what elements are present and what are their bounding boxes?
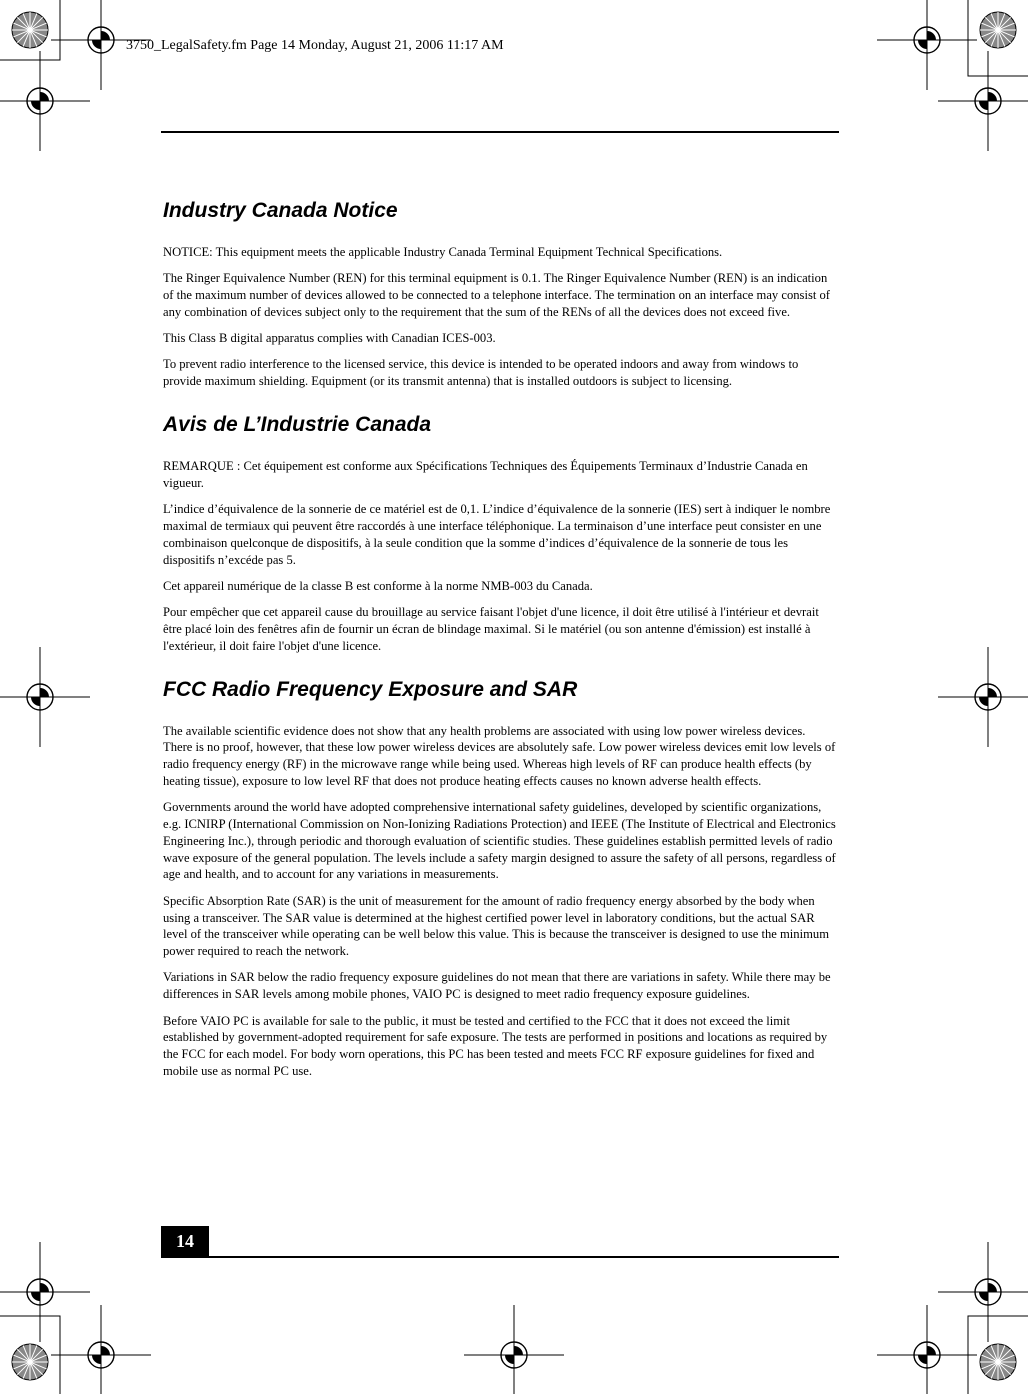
paragraph: Governments around the world have adopted comprehensive international safety guidelines, developed by scientific organizations, e.g. ICNIRP (International Commission on Non-Ionizing Radiations Protection) and IEEE (The Institute of Electrical and Electronics Engineering Inc.), through periodic and thorough evaluation of scientific studies. These guidelines establish permitted levels of radio wave exposure of the general population. The levels include a safety margin designed to assure the safety of all persons, regardless of age and health, and to account for any variations in measurements. — [163, 800, 836, 882]
header-rule — [161, 131, 839, 133]
star-target-icon — [980, 12, 1016, 48]
registration-mark-icon — [51, 1305, 151, 1394]
section-heading: Industry Canada Notice — [163, 199, 398, 222]
paragraph: L’indice d’équivalence de la sonnerie de ce matériel est de 0,1. L’indice d’équivalence de la sonnerie (IES) sert à indiquer le nombre maximal de termiaux qui peuvent être raccordés à une interface téléphonique. La terminaison d’une interface peut consister en une combinaison quelconque de dispositifs, à la seule condition que la somme d’indices d’équivalence de la sonnerie de tous les dispositifs n’excéde pas 5. — [163, 502, 831, 567]
paragraph: This Class B digital apparatus complies with Canadian ICES-003. — [163, 331, 496, 346]
paragraph: The Ringer Equivalence Number (REN) for this terminal equipment is 0.1. The Ringer Equivalence Number (REN) is an indication of the maximum number of devices allowed to be connected to a telephone interface. The termination on an interface may consist of any combination of devices subject only to the requirement that the sum of the RENs of all the devices does not exceed five. — [163, 271, 830, 319]
registration-mark-icon — [877, 1305, 977, 1394]
section-heading: FCC Radio Frequency Exposure and SAR — [163, 677, 578, 701]
paragraph: NOTICE: This equipment meets the applicable Industry Canada Terminal Equipment Technical Specifications. — [163, 245, 723, 259]
paragraph: The available scientific evidence does not show that any health problems are associated with using low power wireless devices. There is no proof, however, that these low power wireless devices are absolutely safe. Low power wireless devices emit low levels of radio frequency energy (RF) in the microwave range while being used. Whereas high levels of RF can produce health effects (by heating tissue), exposure to low level RF that does not produce heating effects causes no known adverse health effects. — [163, 723, 836, 788]
registration-mark-icon — [464, 1305, 564, 1394]
registration-mark-icon — [0, 51, 90, 151]
registration-mark-icon — [938, 51, 1028, 151]
page-content — [163, 198, 837, 1089]
paragraph: Specific Absorption Rate (SAR) is the unit of measurement for the amount of radio frequency energy absorbed by the body when using a transceiver. The SAR value is determined at the highest certified power level in laboratory conditions, but the actual SAR level of the transceiver while operating can be well below this value. This is because the transceiver is designed to use the minimum power required to reach the network. — [163, 893, 829, 959]
registration-mark-icon — [938, 1242, 1028, 1342]
paragraph: Before VAIO PC is available for sale to the public, it must be tested and certified to the FCC that it does not exceed the limit established by government-adopted requirement for safe exposure. The tests are performed in positions and locations as required by the FCC for each model. For body worn operations, this PC has been tested and meets FCC RF exposure guidelines for fixed and mobile use as normal PC use. — [163, 1013, 828, 1078]
star-target-icon — [980, 1344, 1016, 1380]
star-target-icon — [12, 1344, 48, 1380]
paragraph: To prevent radio interference to the licensed service, this device is intended to be operated indoors and away from windows to provide maximum shielding. Equipment (or its transmit antenna) that is installed outdoors is subject to licensing. — [163, 357, 799, 389]
registration-mark-icon — [0, 647, 90, 747]
industry-canada-section — [163, 198, 837, 390]
paragraph: Variations in SAR below the radio frequency exposure guidelines do not mean that there are variations in safety. While there may be differences in SAR levels among mobile phones, VAIO PC is designed to meet radio frequency exposure guidelines. — [163, 970, 831, 1002]
paragraph: Pour empêcher que cet appareil cause du brouillage au service faisant l'objet d'une licence, il doit être utilisé à l'intérieur et devrait être placé loin des fenêtres afin de fournir un écran de blindage maximal. Si le matériel (ou son antenne d'émission) est installé à l'extérieur, il doit faire l'objet d'une licence. — [163, 605, 819, 653]
registration-mark-icon — [938, 647, 1028, 747]
paragraph: Cet appareil numérique de la classe B est conforme à la norme NMB-003 du Canada. — [163, 578, 593, 593]
star-target-icon — [12, 12, 48, 48]
fcc-rf-exposure-section — [163, 677, 837, 1080]
page-number: 14 — [161, 1226, 209, 1257]
registration-mark-icon — [877, 0, 977, 90]
footer-rule — [161, 1256, 839, 1258]
paragraph: REMARQUE : Cet équipement est conforme aux Spécifications Techniques des Équipements Terminaux d’Industrie Canada en vigueur. — [163, 459, 808, 490]
section-heading: Avis de L’Industrie Canada — [163, 413, 432, 437]
file-slug: 3750_LegalSafety.fm Page 14 Monday, August 21, 2006 11:17 AM — [126, 38, 504, 53]
avis-industrie-canada-section — [163, 412, 837, 654]
registration-mark-icon — [0, 1242, 90, 1342]
